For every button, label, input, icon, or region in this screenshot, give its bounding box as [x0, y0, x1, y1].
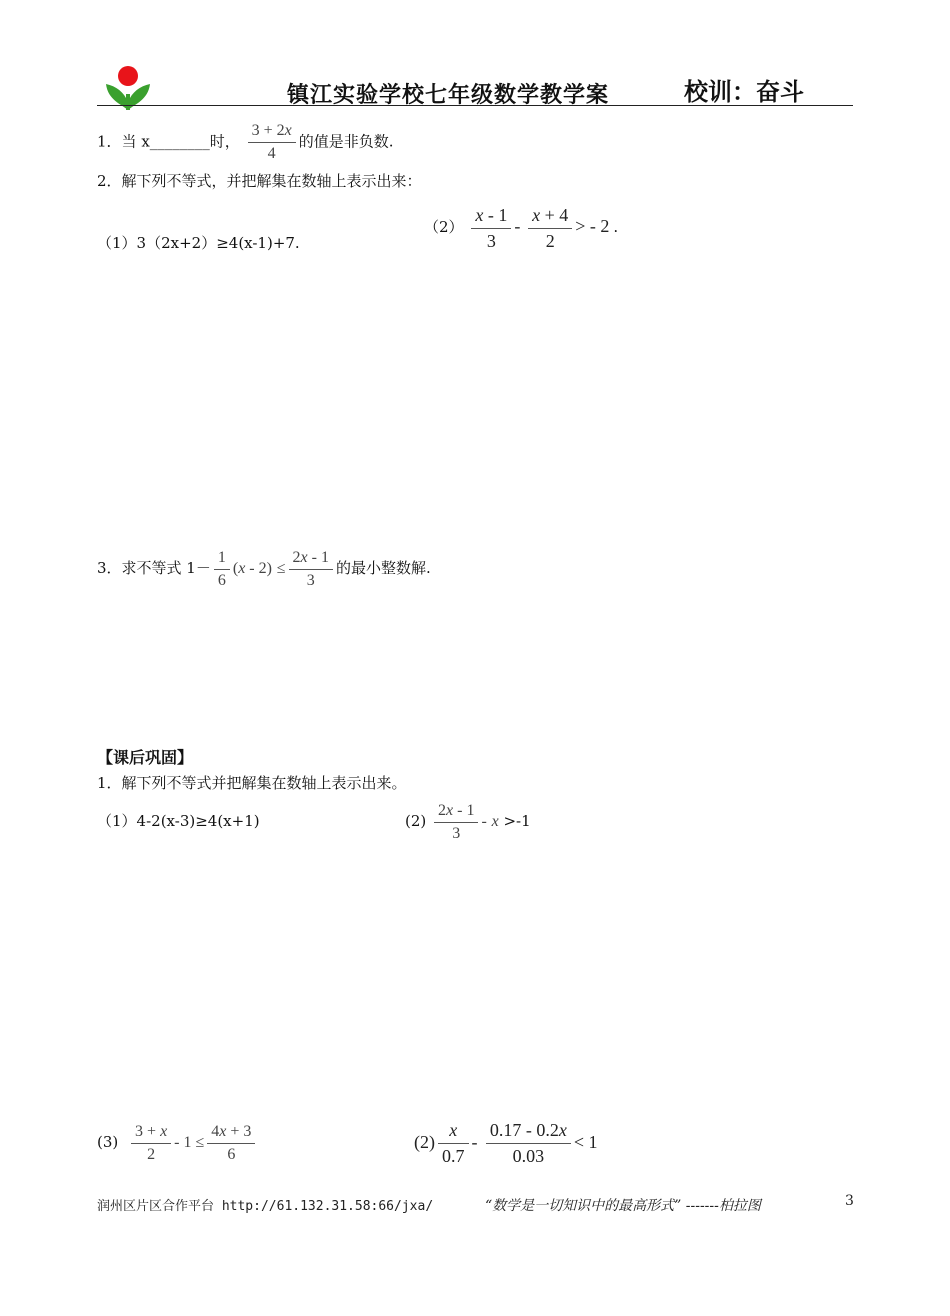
q1-mid: 时，: [209, 132, 240, 151]
rv-p3-f2-num: 4: [211, 1122, 220, 1140]
header-motto: 校训：奋斗: [684, 77, 804, 106]
rv-p3-fraction-1: [131, 1121, 171, 1166]
q1-frac-den: 4: [267, 145, 276, 162]
rv-p3-f2-num-rest: + 3: [226, 1122, 252, 1140]
rv-p2-num-rest: - 1: [453, 801, 475, 819]
q2-f1-num: - 1: [483, 204, 508, 225]
q1-number: 1．: [97, 132, 122, 151]
q3-prefix: 3．求不等式 1－: [97, 559, 211, 577]
review-part-3: [97, 1117, 258, 1168]
rv-p2-minus: -: [481, 813, 487, 830]
question-3: [97, 543, 431, 594]
rv-p4-f1-den: 0.7: [442, 1146, 465, 1166]
q1-frac-num: 3 + 2: [251, 122, 285, 139]
q1-blank: ________: [149, 132, 210, 151]
footer-quote: “数学是一切知识中的最高形式” -------柏拉图: [485, 1198, 761, 1214]
q2-p2-fraction-2: [528, 203, 572, 254]
header-title: 镇江实验学校七年级数学教学案: [287, 82, 610, 108]
q2-f2-num: + 4: [540, 204, 569, 225]
q2-f1-den: 3: [486, 230, 496, 251]
q1-prefix: 当 x: [121, 132, 150, 151]
q2-f1-var: x: [475, 204, 484, 225]
question-1: [97, 120, 394, 165]
footer-platform: 润州区片区合作平台 http://61.132.31.58:66/jxa/: [97, 1199, 434, 1214]
rv-p4-label: (2): [414, 1132, 435, 1152]
q3-f2-var: x: [300, 548, 308, 566]
rv-p2-rhs: >-1: [503, 812, 531, 830]
q2-p2-minus: -: [514, 216, 521, 236]
q3-paren-open: (: [232, 560, 239, 577]
q2-p2-dot: .: [613, 218, 619, 236]
q3-fraction-1: [214, 547, 230, 592]
review-heading: 【课后巩固】: [97, 748, 194, 767]
q1-post: 的值是非负数.: [298, 132, 394, 151]
rv-p4-f2-var: x: [558, 1120, 567, 1140]
rv-p2-var: x: [446, 801, 454, 819]
rv-p2-label: (2): [405, 812, 427, 830]
review-part-1: （1）4-2(x-3)≥4(x+1): [97, 812, 260, 830]
q2-p2-label: （2）: [424, 218, 464, 236]
review-part-2: [405, 796, 531, 847]
rv-p4-f2-num: 0.17 - 0.2: [489, 1120, 559, 1140]
rv-p3-f1-var: x: [160, 1122, 168, 1140]
page-number: 3: [845, 1193, 854, 1209]
q1-fraction: [248, 120, 296, 165]
rv-p3-f1-num: 3 +: [135, 1122, 161, 1140]
q3-paren-rest: - 2): [245, 560, 272, 577]
q2-f2-var: x: [532, 204, 541, 225]
q3-paren-var: x: [238, 560, 246, 577]
question-2-title: 2．解下列不等式，并把解集在数轴上表示出来：: [97, 172, 422, 190]
rv-p4-f1-var: x: [449, 1120, 458, 1140]
rv-p3-mid: - 1 ≤: [174, 1134, 205, 1151]
q2-p2-fraction-1: [471, 203, 511, 254]
q3-post: 的最小整数解.: [335, 559, 431, 577]
q1-frac-num-var: x: [284, 122, 292, 139]
rv-p3-f2-var: x: [219, 1122, 227, 1140]
question-2-part-1: （1）3（2x+2）≥4(x-1)+7.: [97, 234, 300, 252]
q3-f1-den: 6: [217, 571, 226, 589]
review-part-4: [414, 1114, 598, 1171]
rv-p2-fraction: [434, 800, 478, 845]
q3-f2-num-rest: - 1: [307, 548, 329, 566]
rv-p4-rhs: < 1: [573, 1132, 598, 1152]
rv-p2-num: 2: [438, 801, 447, 819]
rv-p3-label: (3): [97, 1133, 119, 1151]
q3-f2-den: 3: [306, 571, 315, 589]
rv-p3-f2-den: 6: [227, 1145, 236, 1163]
rv-p2-var-x: x: [491, 813, 499, 830]
rv-p3-fraction-2: [207, 1121, 255, 1166]
q3-fraction-2: [289, 547, 333, 592]
q3-f2-num: 2: [292, 548, 301, 566]
question-2-part-2: [424, 196, 618, 257]
q3-f1-num: 1: [214, 547, 230, 570]
rv-p4-minus: -: [471, 1132, 478, 1152]
rv-p4-fraction-1: [438, 1118, 469, 1169]
rv-p4-f2-den: 0.03: [512, 1146, 545, 1166]
rv-p3-f1-den: 2: [147, 1145, 156, 1163]
review-question-1: 1．解下列不等式并把解集在数轴上表示出来。: [97, 774, 407, 792]
q3-leq: ≤: [276, 560, 286, 577]
header-rule: [97, 105, 853, 106]
rv-p2-den: 3: [452, 824, 461, 842]
q2-p2-rhs: > - 2: [575, 216, 610, 236]
q2-f2-den: 2: [545, 230, 555, 251]
rv-p4-fraction-2: [486, 1118, 571, 1169]
